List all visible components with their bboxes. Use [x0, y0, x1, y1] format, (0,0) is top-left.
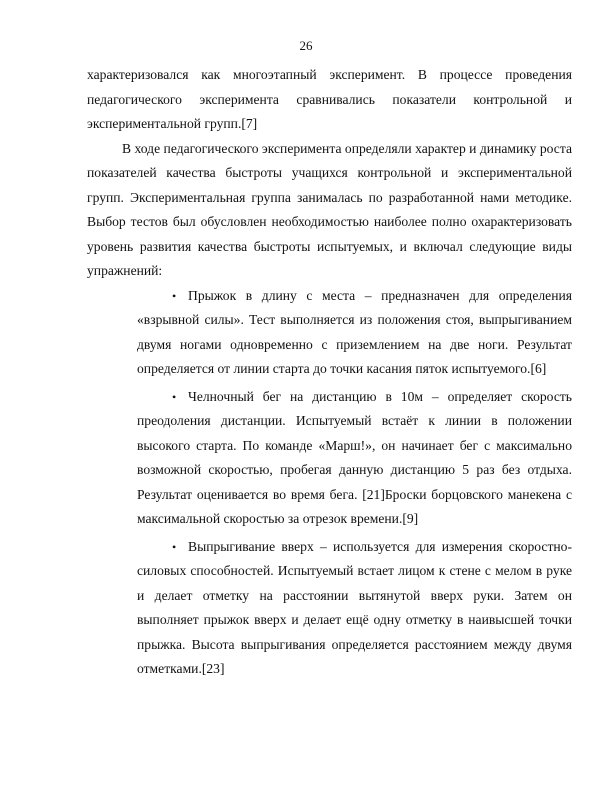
list-item-text: Челночный бег на дистанцию в 10м – определяет скорость преодоления дистанции. Испытуемый встаёт к линии в положении высокого старта. По команде «Марш!», он начинает бег с максимально возможной скоростью, пробегая данную дистанцию 5 раз без отдыха. Результат оценивается во время бега. [21]Броски борцовского манекена с максимальной скоростью за отрезок времени.[9] [137, 388, 572, 526]
text-body [87, 63, 572, 685]
bullet-icon: • [172, 539, 177, 554]
list-item-text: Прыжок в длину с места – предназначен для определения «взрывной силы». Тест выполняется из положения стоя, выпрыгиванием двумя ногами одновременно с приземлением на две ноги. Результат определяется от линии старта до точки касания пяток испытуемого.[6] [137, 287, 572, 376]
bullet-icon: • [172, 389, 177, 404]
page-number: 26 [299, 38, 313, 53]
list-item-vertical-jump [137, 535, 572, 685]
list-item-long-jump [137, 284, 572, 385]
paragraph-experiment: В ходе педагогического эксперимента определяли характер и динамику роста показателей качества быстроты учащихся контрольной и экспериментальной групп. Экспериментальная группа занималась по разработанной нами методике. Выбор тестов был обусловлен необходимостью наиболее полно охарактеризовать уровень развития качества быстроты испытуемых, и включал следующие виды упражнений: [87, 140, 572, 278]
list-item-shuttle-run [137, 385, 572, 535]
bullet-icon: • [172, 288, 177, 303]
paragraph-continuation: характеризовался как многоэтапный эксперимент. В процессе проведения педагогического эксперимента сравнивались показатели контрольной и экспериментальной групп.[7] [87, 67, 572, 131]
exercise-list [87, 284, 572, 685]
list-item-text: Выпрыгивание вверх – используется для измерения скоростно-силовых способностей. Испытуемый встает лицом к стене с мелом в руке и делает отметку на расстоянии вытянутой вверх руки. Затем он выполняет прыжок вверх и делает ещё одну отметку в наивысшей точки прыжка. Высота выпрыгивания определяется расстоянием между двумя отметками.[23] [137, 538, 572, 676]
